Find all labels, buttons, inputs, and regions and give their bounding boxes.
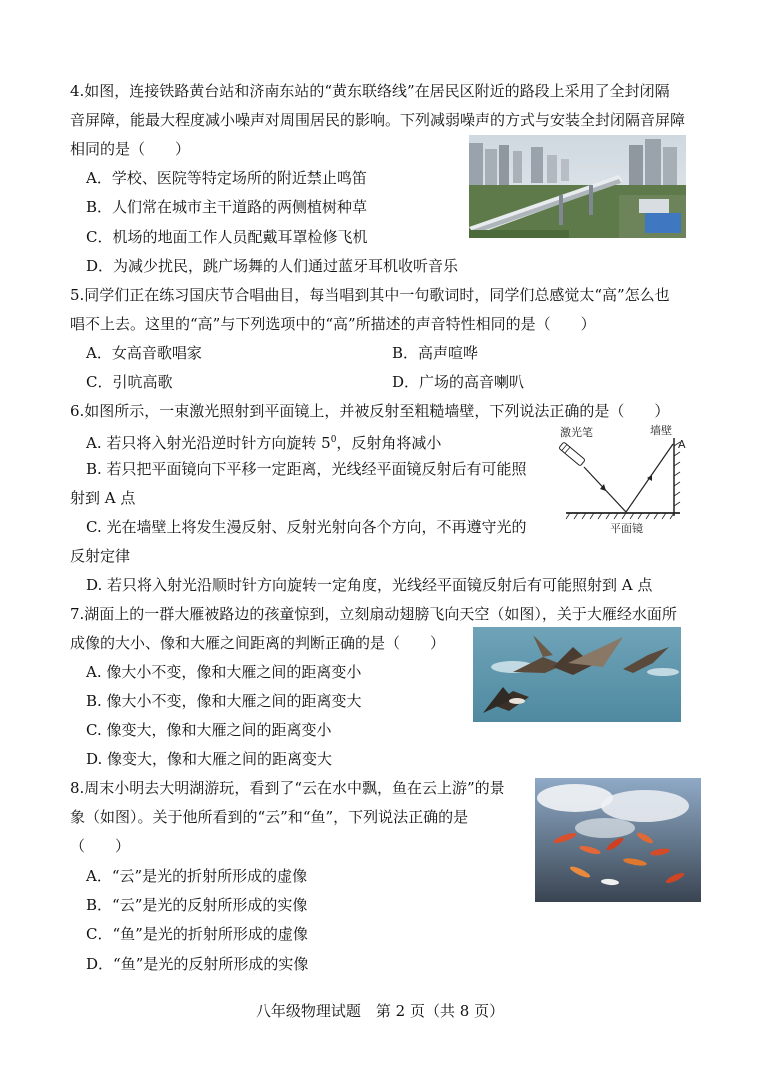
q5-stem-line-1: 5.同学们正在练习国庆节合唱曲目，每当唱到其中一句歌词时，同学们总感觉太“高”怎么也: [70, 286, 670, 304]
q4-stem-line-3: 相同的是（ ）: [70, 140, 191, 158]
q4-option-d: D．为减少扰民，跳广场舞的人们通过蓝牙耳机收听音乐: [86, 257, 459, 275]
q5-stem-line-2: 唱不上去。这里的“高”与下列选项中的“高”所描述的声音特性相同的是（ ）: [70, 315, 596, 333]
q8-option-c: C．“鱼”是光的折射所形成的虚像: [86, 925, 308, 943]
q8-stem-line-2: 象（如图）。关于他所看到的“云”和“鱼”，下列说法正确的是: [70, 808, 469, 826]
q6-option-a: A. 若只将入射光沿逆时针方向旋转 $5^0$，反射角将减小: [86, 434, 442, 452]
q7-option-a: A. 像大小不变，像和大雁之间的距离变小: [86, 663, 362, 681]
laser-pen-icon: [559, 442, 586, 466]
q7-stem-line-1: 7.湖面上的一群大雁被路边的孩童惊到，立刻扇动翅膀飞向天空（如图），关于大雁经水面所: [70, 605, 677, 623]
q6-option-b-line-1: B. 若只把平面镜向下平移一定距离，光线经平面镜反射后有可能照: [86, 460, 527, 478]
q5-option-c: C．引吭高歌: [86, 373, 173, 391]
q8-option-a: A．“云”是光的折射所形成的虚像: [86, 867, 308, 885]
q4-stem-line-2: 音屏障，能最大程度减小噪声对周围居民的影响。下列减弱噪声的方式与安装全封闭隔音屏障: [70, 111, 686, 129]
q8-option-d: D．“鱼”是光的反射所形成的实像: [86, 955, 309, 973]
q5-option-d: D．广场的高音喇叭: [392, 373, 525, 391]
mirror-label: 平面镜: [610, 522, 643, 535]
q7-option-c: C. 像变大，像和大雁之间的距离变小: [86, 721, 332, 739]
q8-stem-line-3: （ ）: [70, 837, 131, 855]
q4-option-b: B．人们常在城市主干道路的两侧植树种草: [86, 198, 368, 216]
q6-option-c-line-1: C. 光在墙壁上将发生漫反射、反射光射向各个方向，不再遵守光的: [86, 518, 527, 536]
q7-option-d: D. 像变大，像和大雁之间的距离变大: [86, 750, 333, 768]
q6-option-d: D. 若只将入射光沿顺时针方向旋转一定角度，光线经平面镜反射后有可能照射到 A 点: [86, 576, 653, 594]
q5-option-b: B．高声喧哗: [392, 344, 479, 362]
q6-option-c-line-2: 反射定律: [70, 547, 131, 565]
q6-option-b-line-2: 射到 A 点: [70, 489, 136, 507]
q8-stem-line-1: 8.周末小明去大明湖游玩，看到了“云在水中飘，鱼在云上游”的景: [70, 779, 505, 797]
q6-stem: 6.如图所示，一束激光照射到平面镜上，并被反射至粗糙墙壁，下列说法正确的是（ ）: [70, 402, 670, 420]
laser-mirror-diagram: [540, 420, 690, 535]
wall-label: 墙壁: [650, 424, 672, 437]
point-a-label: A: [678, 438, 686, 451]
railway-photo: [469, 135, 686, 238]
q4-option-a: A．学校、医院等特定场所的附近禁止鸣笛: [86, 169, 367, 187]
q5-option-a: A．女高音歌唱家: [86, 344, 202, 362]
page-footer: 八年级物理试题 第 2 页（共 8 页）: [255, 1002, 505, 1020]
laser-label: 激光笔: [560, 426, 593, 439]
q7-option-b: B. 像大小不变，像和大雁之间的距离变大: [86, 692, 362, 710]
q4-stem-line-1: 4.如图，连接铁路黄台站和济南东站的“黄东联络线”在居民区附近的路段上采用了全封闭隔: [70, 82, 670, 100]
cloud-fish-photo: [535, 778, 701, 902]
q4-option-c: C．机场的地面工作人员配戴耳罩检修飞机: [86, 228, 368, 246]
geese-photo: [473, 627, 681, 722]
q7-stem-line-2: 成像的大小、像和大雁之间距离的判断正确的是（ ）: [70, 634, 446, 652]
q8-option-b: B．“云”是光的反射所形成的实像: [86, 896, 308, 914]
